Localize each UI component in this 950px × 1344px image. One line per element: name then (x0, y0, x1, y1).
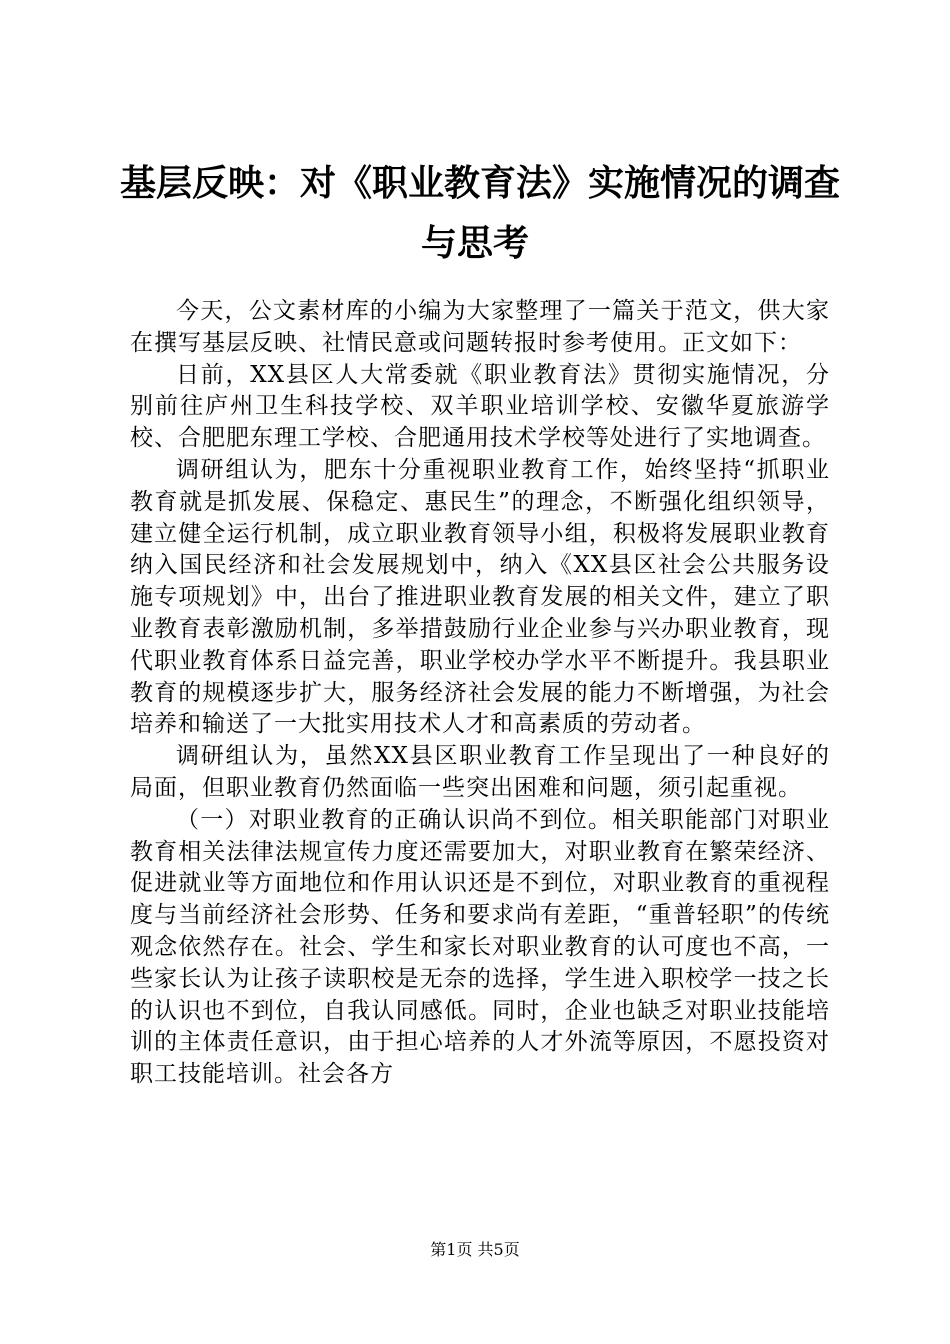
document-title-line-2: 与思考 (420, 223, 529, 264)
paragraph-issue-one: （一）对职业教育的正确认识尚不到位。相关职能部门对职业教育相关法律法规宣传力度还需要加大，对职业教育在繁荣经济、促进就业等方面地位和作用认识还是不到位，对职业教育的重视程度与当前经济社会形势、任务和要求尚有差距，“重普轻职”的传统观念依然存在。社会、学生和家长对职业教育的认可度也不高，一些家长认为让孩子读职校是无奈的选择，学生进入职校学一技之长的认识也不到位，自我认同感低。同时，企业也缺乏对职业技能培训的主体责任意识，由于担心培养的人才外流等原因，不愿投资对职工技能培训。社会各方 (130, 806, 830, 1088)
paragraph-intro: 今天，公文素材库的小编为大家整理了一篇关于范文，供大家在撰写基层反映、社情民意或问题转报时参考使用。正文如下： (130, 298, 830, 356)
paragraph-findings: 调研组认为，肥东十分重视职业教育工作，始终坚持“抓职业教育就是抓发展、保稳定、惠民生”的理念，不断强化组织领导，建立健全运行机制，成立职业教育领导小组，积极将发展职业教育纳入国民经济和社会发展规划中，纳入《XX县区社会公共服务设施专项规划》中，出台了推进职业教育发展的相关文件，建立了职业教育表彰激励机制，多举措鼓励行业企业参与兴办职业教育，现代职业教育体系日益完善，职业学校办学水平不断提升。我县职业教育的规模逐步扩大，服务经济社会发展的能力不断增强，为社会培养和输送了一大批实用技术人才和高素质的劳动者。 (130, 456, 830, 738)
paragraph-survey: 日前，XX县区人大常委就《职业教育法》贯彻实施情况，分别前往庐州卫生科技学校、双羊职业培训学校、安徽华夏旅游学校、合肥肥东理工学校、合肥通用技术学校等处进行了实地调查。 (130, 361, 830, 452)
paragraph-problems: 调研组认为，虽然XX县区职业教育工作呈现出了一种良好的局面，但职业教育仍然面临一些突出困难和问题，须引起重视。 (130, 743, 830, 801)
document-body (130, 296, 830, 1091)
document-title-line-1: 基层反映：对《职业教育法》实施情况的调查 (120, 163, 841, 204)
page-footer: 第1页 共5页 (430, 1240, 520, 1259)
